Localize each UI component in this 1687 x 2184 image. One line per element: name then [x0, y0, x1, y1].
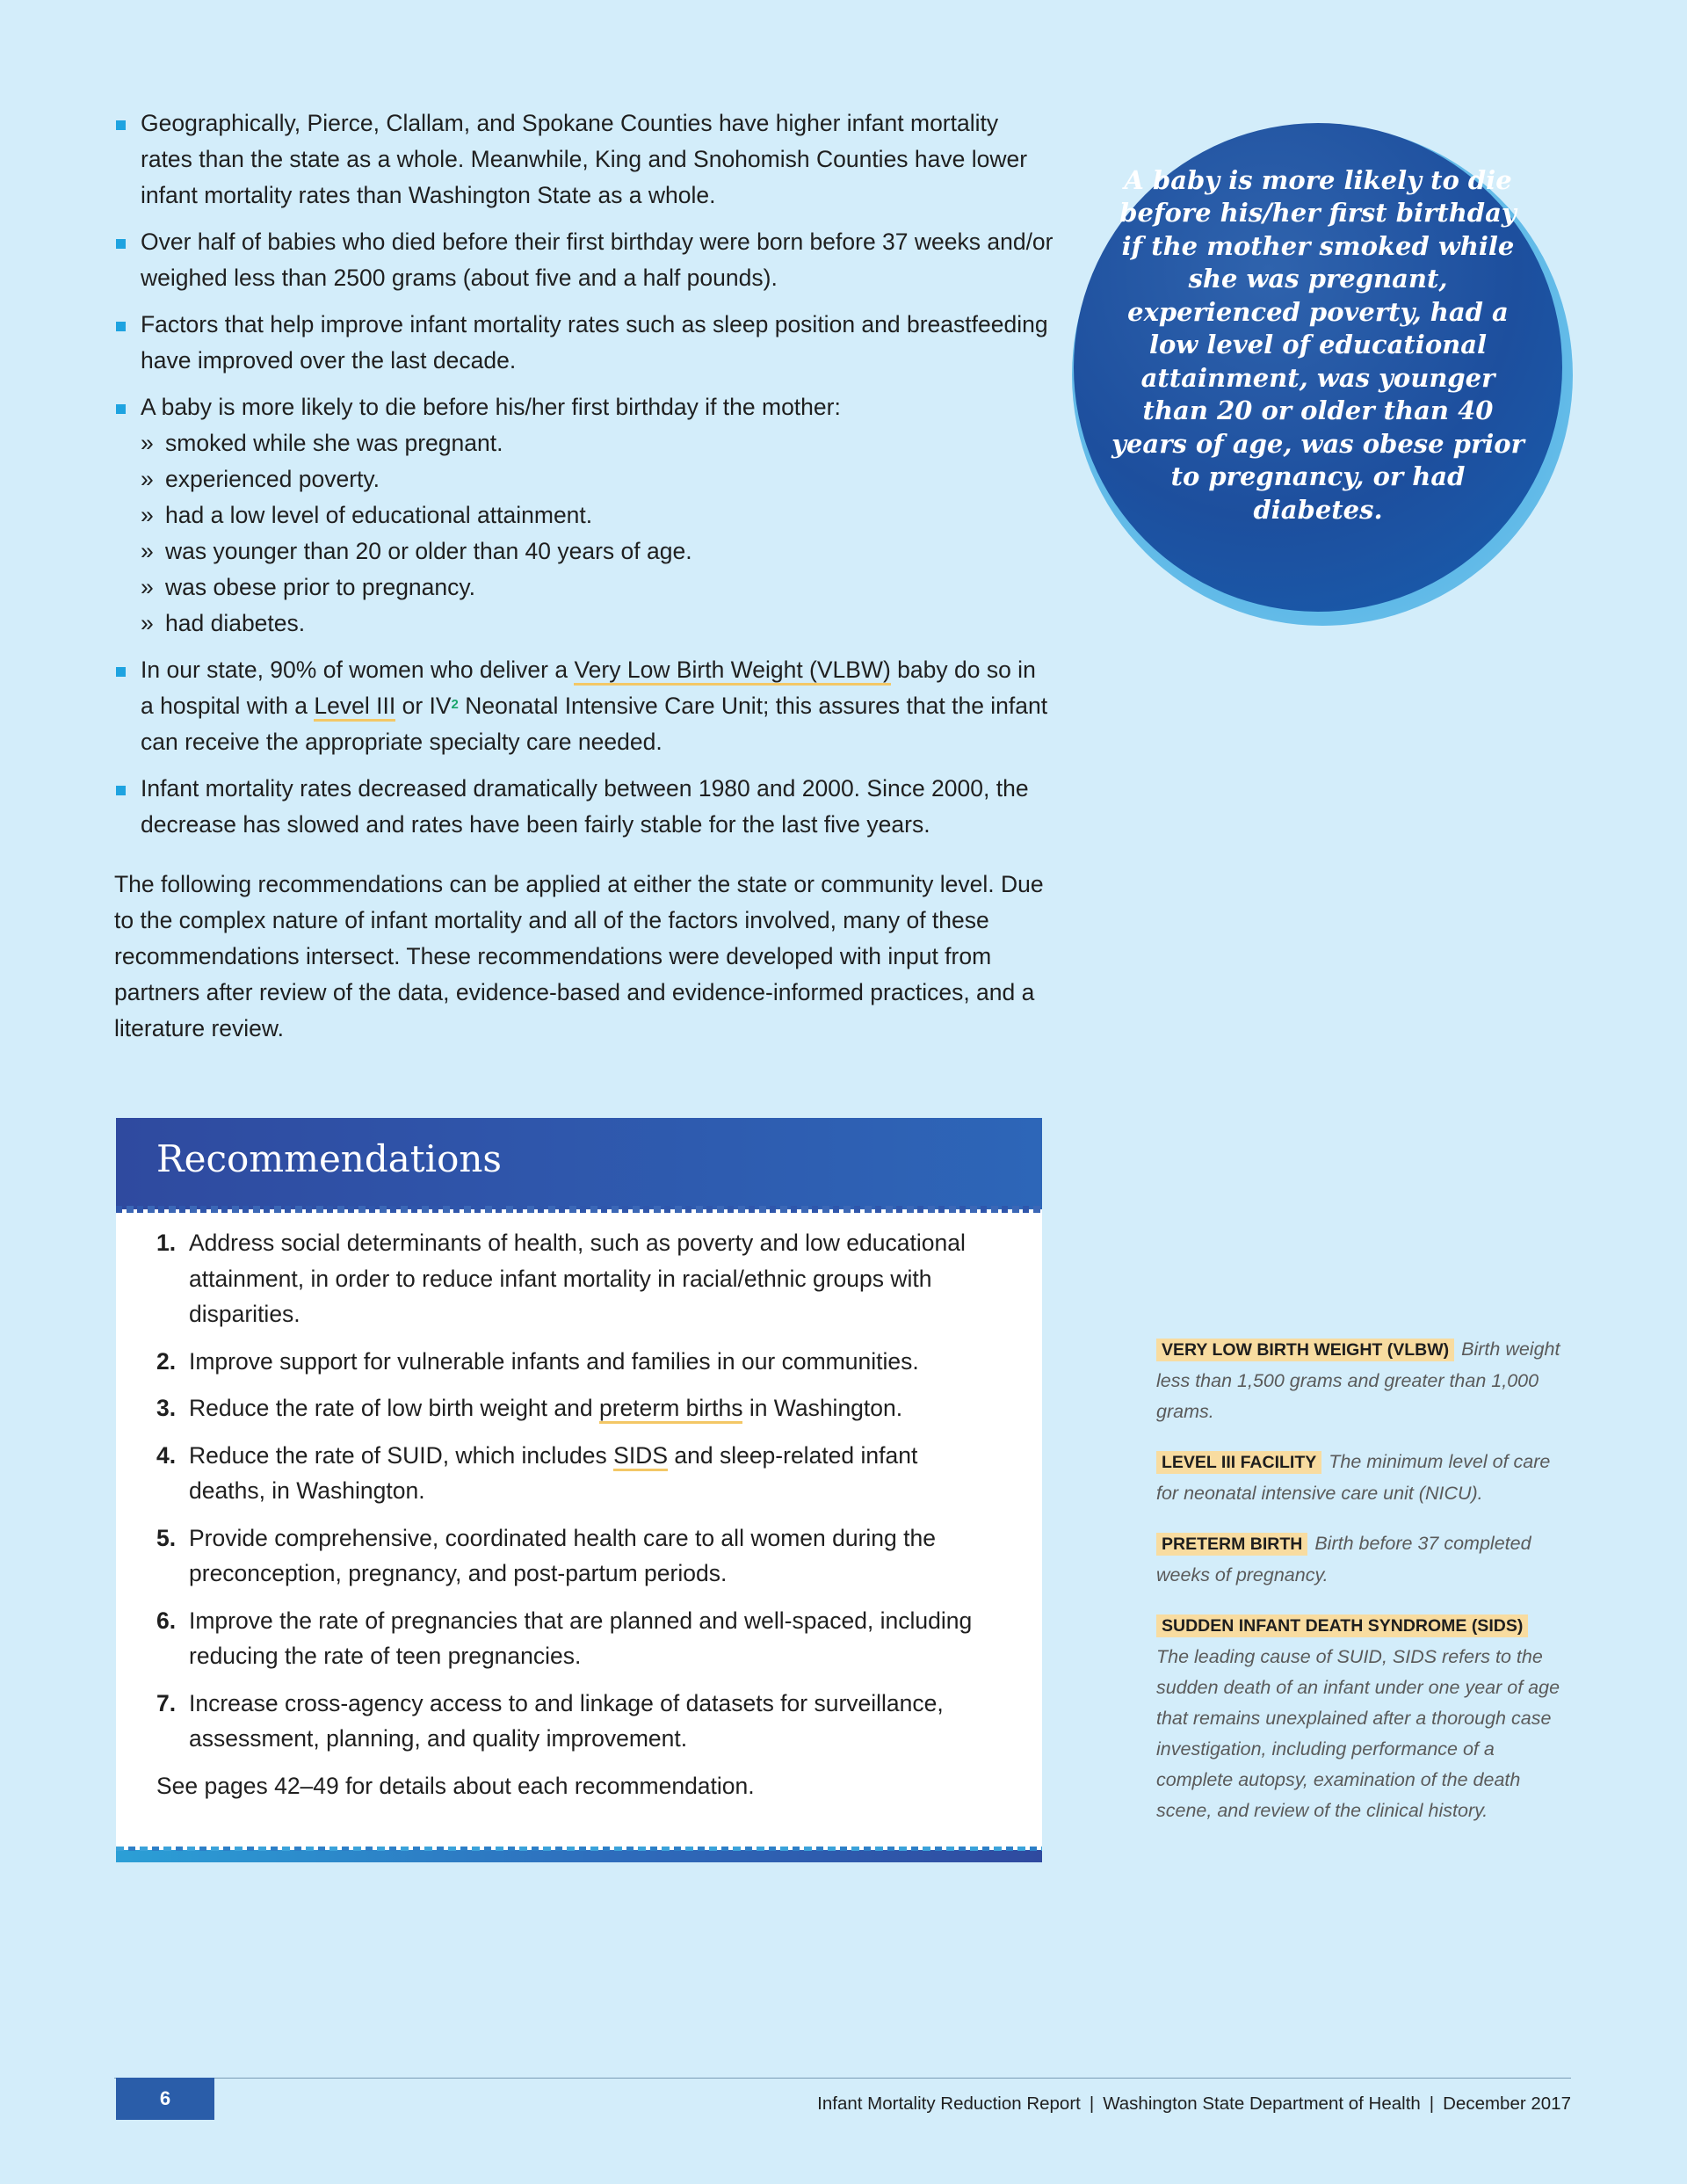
recommendation-item: 4. Reduce the rate of SUID, which includes SIDS and sleep-related infant deaths, in Washington. [156, 1441, 918, 1504]
risk-factor-item: » was obese prior to pregnancy. [141, 574, 476, 600]
glossary-term: PRETERM BIRTH [1156, 1533, 1307, 1556]
footer-credit [817, 2093, 1571, 2115]
recommendations-footnote: See pages 42–49 for details about each recommendation. [156, 1773, 755, 1799]
glossary-sidebar [1156, 1334, 1571, 1846]
recommendations-list [156, 1225, 1000, 1768]
footer-separator: | [1429, 2093, 1435, 2114]
risk-factor-item: » experienced poverty. [141, 466, 380, 492]
glossary-entry [1156, 1334, 1571, 1427]
glossary-entry [1156, 1610, 1571, 1826]
recommendations-title: Recommendations [156, 1137, 502, 1180]
bullet-trends: Infant mortality rates decreased dramatically between 1980 and 2000. Since 2000, the decrease has slowed and rates have been fairly stable for the last five years. [114, 771, 1054, 843]
glossary-entry [1156, 1447, 1571, 1509]
footnote-reference: 2 [451, 697, 459, 712]
recommendation-item: 1. Address social determinants of health, such as poverty and low educational attainment, in order to reduce infant mortality in racial/ethnic groups with disparities. [156, 1230, 966, 1327]
callout-circle [1074, 123, 1562, 612]
risk-factor-item: » was younger than 20 or older than 40 years of age. [141, 538, 692, 564]
risk-factor-item: » smoked while she was pregnant. [141, 430, 503, 456]
risk-factor-item: » had a low level of educational attainment. [141, 502, 593, 528]
intro-paragraph: The following recommendations can be applied at either the state or community level. Due to the complex nature of infant mortality and all of the factors involved, many of these recommendations intersect. These recommendations were developed with input from partners after review of the data, evidence-based and evidence-informed practices, and a literature review. [114, 871, 1044, 1041]
glossary-entry [1156, 1528, 1571, 1591]
glossary-term: SUDDEN INFANT DEATH SYNDROME (SIDS) [1156, 1614, 1528, 1637]
footer-department: Washington State Department of Health [1103, 2093, 1421, 2114]
bullet-geography: Geographically, Pierce, Clallam, and Spokane Counties have higher infant mortality rates than the state as a whole. Meanwhile, King and Snohomish Counties have lower infant mortality rates than Washington State as a whole. [114, 105, 1054, 214]
footer-date: December 2017 [1443, 2093, 1571, 2114]
bullet-nicu: In our state, 90% of women who deliver a Very Low Birth Weight (VLBW) baby do so in a hospital with a Level III or IV$^2$ Neonatal Intensive Care Unit; this assures that the infant can receive the appropriate specialty care needed. [114, 652, 1054, 760]
recommendation-item: 7. Increase cross-agency access to and linkage of datasets for surveillance, assessment, planning, and quality improvement. [156, 1689, 944, 1752]
recommendation-item: 6. Improve the rate of pregnancies that are planned and well-spaced, including reducing the rate of teen pregnancies. [156, 1607, 973, 1669]
glossary-definition: Birth weight less than 1,500 grams and greater than 1,000 grams. [1156, 1339, 1560, 1422]
bullet-factors: Factors that help improve infant mortality rates such as sleep position and breastfeeding have improved over the last decade. [114, 307, 1054, 379]
glossary-term-preterm: preterm births [599, 1395, 742, 1424]
recommendations-bottom-border [116, 1850, 1042, 1862]
bullet-risk-factors: A baby is more likely to die before his/her first birthday if the mother: » smoked while she was pregnant. » experienced poverty. » had a low level of educational attainment. » was younger than 20 or older than 40 years of age. » was obese prior to pregnancy. » had diabetes. [114, 389, 1054, 642]
recommendation-item: 2. Improve support for vulnerable infants and families in our communities. [156, 1347, 919, 1375]
risk-factor-item: » had diabetes. [141, 610, 306, 636]
risk-factor-list [141, 425, 1054, 642]
glossary-term-vlbw: Very Low Birth Weight (VLBW) [574, 657, 890, 686]
recommendation-item: 5. Provide comprehensive, coordinated health care to all women during the preconception, pregnancy, and post-partum periods. [156, 1524, 936, 1586]
key-findings-list [114, 105, 1054, 853]
bullet-preterm-weight: Over half of babies who died before their first birthday were born before 37 weeks and/or weighed less than 2500 grams (about five and a half pounds). [114, 224, 1054, 296]
glossary-definition: The minimum level of care for neonatal intensive care unit (NICU). [1156, 1451, 1551, 1504]
recommendation-item: 3. Reduce the rate of low birth weight and preterm births in Washington. [156, 1390, 1000, 1426]
page-number: 6 [116, 2078, 214, 2120]
footer-separator: | [1089, 2093, 1095, 2114]
recommendations-box [116, 1118, 1042, 1862]
footer-divider [114, 2078, 1571, 2079]
glossary-term-level-iii: Level III [314, 693, 395, 722]
glossary-term-sids: SIDS [613, 1442, 668, 1471]
glossary-definition: Birth before 37 completed weeks of pregnancy. [1156, 1533, 1531, 1585]
callout-text: A baby is more likely to die before his/her first birthday if the mother smoked while she was pregnant, experienced poverty, had a low level of educational attainment, was younger than 20 or older than 40 years of age, was obese prior to pregnancy, or had diabetes. [1111, 164, 1524, 525]
recommendations-header [116, 1118, 1042, 1209]
glossary-term: LEVEL III FACILITY [1156, 1451, 1321, 1474]
glossary-definition: The leading cause of SUID, SIDS refers to the sudden death of an infant under one year of age that remains unexplained after a thorough case investigation, including performance of a complete autopsy, examination of the death scene, and review of the clinical history. [1156, 1646, 1560, 1821]
footer-report-title: Infant Mortality Reduction Report [817, 2093, 1081, 2114]
glossary-term: VERY LOW BIRTH WEIGHT (VLBW) [1156, 1339, 1454, 1361]
